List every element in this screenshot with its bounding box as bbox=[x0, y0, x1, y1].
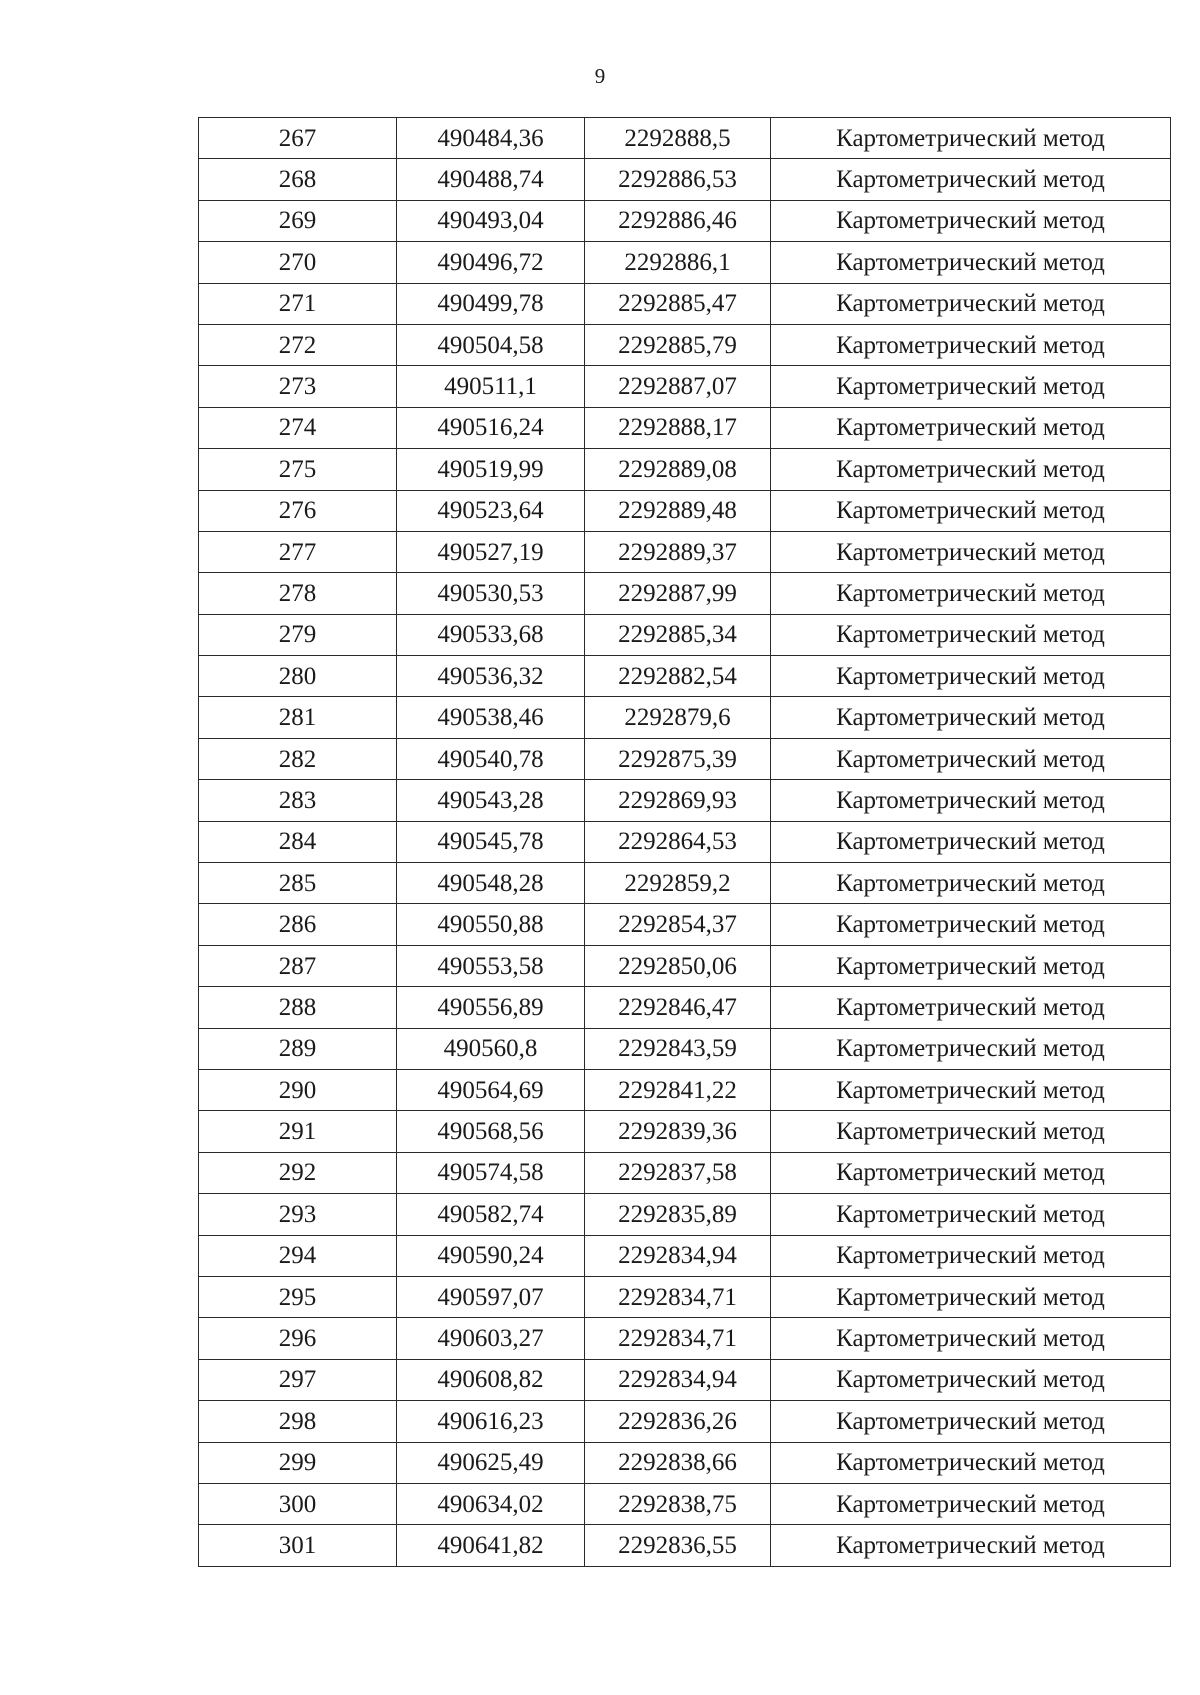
x-coordinate-cell: 490484,36 bbox=[397, 118, 585, 159]
x-coordinate-cell: 490511,1 bbox=[397, 366, 585, 407]
y-coordinate-cell: 2292887,99 bbox=[585, 573, 771, 614]
point-number-cell: 273 bbox=[199, 366, 397, 407]
method-cell: Картометрический метод bbox=[771, 1401, 1171, 1442]
y-coordinate-cell: 2292834,94 bbox=[585, 1359, 771, 1400]
y-coordinate-cell: 2292875,39 bbox=[585, 738, 771, 779]
point-number-cell: 301 bbox=[199, 1525, 397, 1566]
point-number-cell: 270 bbox=[199, 242, 397, 283]
y-coordinate-cell: 2292879,6 bbox=[585, 697, 771, 738]
method-cell: Картометрический метод bbox=[771, 904, 1171, 945]
method-cell: Картометрический метод bbox=[771, 987, 1171, 1028]
point-number-cell: 286 bbox=[199, 904, 397, 945]
method-cell: Картометрический метод bbox=[771, 407, 1171, 448]
x-coordinate-cell: 490625,49 bbox=[397, 1442, 585, 1483]
y-coordinate-cell: 2292887,07 bbox=[585, 366, 771, 407]
table-row bbox=[199, 283, 1171, 324]
point-number-cell: 283 bbox=[199, 780, 397, 821]
x-coordinate-cell: 490538,46 bbox=[397, 697, 585, 738]
x-coordinate-cell: 490548,28 bbox=[397, 863, 585, 904]
point-number-cell: 271 bbox=[199, 283, 397, 324]
table-row bbox=[199, 1152, 1171, 1193]
x-coordinate-cell: 490634,02 bbox=[397, 1483, 585, 1524]
table-row bbox=[199, 1442, 1171, 1483]
y-coordinate-cell: 2292886,1 bbox=[585, 242, 771, 283]
method-cell: Картометрический метод bbox=[771, 1194, 1171, 1235]
method-cell: Картометрический метод bbox=[771, 1276, 1171, 1317]
method-cell: Картометрический метод bbox=[771, 366, 1171, 407]
point-number-cell: 289 bbox=[199, 1028, 397, 1069]
table-row bbox=[199, 1028, 1171, 1069]
point-number-cell: 287 bbox=[199, 945, 397, 986]
method-cell: Картометрический метод bbox=[771, 1525, 1171, 1566]
y-coordinate-cell: 2292885,34 bbox=[585, 614, 771, 655]
table-row bbox=[199, 407, 1171, 448]
y-coordinate-cell: 2292864,53 bbox=[585, 821, 771, 862]
y-coordinate-cell: 2292889,08 bbox=[585, 449, 771, 490]
y-coordinate-cell: 2292888,5 bbox=[585, 118, 771, 159]
point-number-cell: 272 bbox=[199, 324, 397, 365]
y-coordinate-cell: 2292885,79 bbox=[585, 324, 771, 365]
table-row bbox=[199, 945, 1171, 986]
point-number-cell: 278 bbox=[199, 573, 397, 614]
y-coordinate-cell: 2292838,75 bbox=[585, 1483, 771, 1524]
table-row bbox=[199, 656, 1171, 697]
point-number-cell: 268 bbox=[199, 159, 397, 200]
x-coordinate-cell: 490553,58 bbox=[397, 945, 585, 986]
method-cell: Картометрический метод bbox=[771, 118, 1171, 159]
table-row bbox=[199, 1483, 1171, 1524]
method-cell: Картометрический метод bbox=[771, 449, 1171, 490]
y-coordinate-cell: 2292889,48 bbox=[585, 490, 771, 531]
x-coordinate-cell: 490597,07 bbox=[397, 1276, 585, 1317]
point-number-cell: 267 bbox=[199, 118, 397, 159]
table-row bbox=[199, 531, 1171, 572]
y-coordinate-cell: 2292886,53 bbox=[585, 159, 771, 200]
method-cell: Картометрический метод bbox=[771, 324, 1171, 365]
y-coordinate-cell: 2292834,71 bbox=[585, 1276, 771, 1317]
table-row bbox=[199, 1194, 1171, 1235]
table-row bbox=[199, 697, 1171, 738]
x-coordinate-cell: 490564,69 bbox=[397, 1069, 585, 1110]
table-row bbox=[199, 1069, 1171, 1110]
point-number-cell: 290 bbox=[199, 1069, 397, 1110]
x-coordinate-cell: 490560,8 bbox=[397, 1028, 585, 1069]
coordinates-table bbox=[198, 117, 1171, 1567]
x-coordinate-cell: 490504,58 bbox=[397, 324, 585, 365]
x-coordinate-cell: 490530,53 bbox=[397, 573, 585, 614]
y-coordinate-cell: 2292835,89 bbox=[585, 1194, 771, 1235]
table-row bbox=[199, 987, 1171, 1028]
x-coordinate-cell: 490641,82 bbox=[397, 1525, 585, 1566]
y-coordinate-cell: 2292859,2 bbox=[585, 863, 771, 904]
x-coordinate-cell: 490499,78 bbox=[397, 283, 585, 324]
table-row bbox=[199, 118, 1171, 159]
y-coordinate-cell: 2292850,06 bbox=[585, 945, 771, 986]
y-coordinate-cell: 2292885,47 bbox=[585, 283, 771, 324]
method-cell: Картометрический метод bbox=[771, 656, 1171, 697]
x-coordinate-cell: 490543,28 bbox=[397, 780, 585, 821]
table-row bbox=[199, 1235, 1171, 1276]
x-coordinate-cell: 490516,24 bbox=[397, 407, 585, 448]
method-cell: Картометрический метод bbox=[771, 1359, 1171, 1400]
y-coordinate-cell: 2292837,58 bbox=[585, 1152, 771, 1193]
y-coordinate-cell: 2292834,71 bbox=[585, 1318, 771, 1359]
table-row bbox=[199, 573, 1171, 614]
method-cell: Картометрический метод bbox=[771, 1318, 1171, 1359]
x-coordinate-cell: 490568,56 bbox=[397, 1111, 585, 1152]
method-cell: Картометрический метод bbox=[771, 1483, 1171, 1524]
x-coordinate-cell: 490590,24 bbox=[397, 1235, 585, 1276]
table-row bbox=[199, 366, 1171, 407]
y-coordinate-cell: 2292834,94 bbox=[585, 1235, 771, 1276]
table-row bbox=[199, 449, 1171, 490]
point-number-cell: 293 bbox=[199, 1194, 397, 1235]
point-number-cell: 296 bbox=[199, 1318, 397, 1359]
y-coordinate-cell: 2292869,93 bbox=[585, 780, 771, 821]
point-number-cell: 276 bbox=[199, 490, 397, 531]
coordinates-table-body bbox=[199, 118, 1171, 1567]
x-coordinate-cell: 490523,64 bbox=[397, 490, 585, 531]
y-coordinate-cell: 2292836,55 bbox=[585, 1525, 771, 1566]
point-number-cell: 295 bbox=[199, 1276, 397, 1317]
y-coordinate-cell: 2292882,54 bbox=[585, 656, 771, 697]
x-coordinate-cell: 490488,74 bbox=[397, 159, 585, 200]
method-cell: Картометрический метод bbox=[771, 945, 1171, 986]
method-cell: Картометрический метод bbox=[771, 821, 1171, 862]
method-cell: Картометрический метод bbox=[771, 863, 1171, 904]
point-number-cell: 291 bbox=[199, 1111, 397, 1152]
x-coordinate-cell: 490550,88 bbox=[397, 904, 585, 945]
table-row bbox=[199, 1111, 1171, 1152]
x-coordinate-cell: 490582,74 bbox=[397, 1194, 585, 1235]
x-coordinate-cell: 490545,78 bbox=[397, 821, 585, 862]
point-number-cell: 274 bbox=[199, 407, 397, 448]
method-cell: Картометрический метод bbox=[771, 531, 1171, 572]
x-coordinate-cell: 490527,19 bbox=[397, 531, 585, 572]
x-coordinate-cell: 490540,78 bbox=[397, 738, 585, 779]
table-row bbox=[199, 1525, 1171, 1566]
y-coordinate-cell: 2292889,37 bbox=[585, 531, 771, 572]
table-row bbox=[199, 1276, 1171, 1317]
table-row bbox=[199, 904, 1171, 945]
y-coordinate-cell: 2292888,17 bbox=[585, 407, 771, 448]
x-coordinate-cell: 490519,99 bbox=[397, 449, 585, 490]
method-cell: Картометрический метод bbox=[771, 159, 1171, 200]
method-cell: Картометрический метод bbox=[771, 490, 1171, 531]
y-coordinate-cell: 2292836,26 bbox=[585, 1401, 771, 1442]
point-number-cell: 282 bbox=[199, 738, 397, 779]
y-coordinate-cell: 2292843,59 bbox=[585, 1028, 771, 1069]
table-row bbox=[199, 738, 1171, 779]
x-coordinate-cell: 490496,72 bbox=[397, 242, 585, 283]
point-number-cell: 269 bbox=[199, 200, 397, 241]
table-row bbox=[199, 324, 1171, 365]
y-coordinate-cell: 2292886,46 bbox=[585, 200, 771, 241]
method-cell: Картометрический метод bbox=[771, 1152, 1171, 1193]
x-coordinate-cell: 490574,58 bbox=[397, 1152, 585, 1193]
y-coordinate-cell: 2292839,36 bbox=[585, 1111, 771, 1152]
table-row bbox=[199, 242, 1171, 283]
method-cell: Картометрический метод bbox=[771, 614, 1171, 655]
point-number-cell: 277 bbox=[199, 531, 397, 572]
method-cell: Картометрический метод bbox=[771, 780, 1171, 821]
method-cell: Картометрический метод bbox=[771, 283, 1171, 324]
point-number-cell: 281 bbox=[199, 697, 397, 738]
y-coordinate-cell: 2292841,22 bbox=[585, 1069, 771, 1110]
table-row bbox=[199, 821, 1171, 862]
x-coordinate-cell: 490603,27 bbox=[397, 1318, 585, 1359]
method-cell: Картометрический метод bbox=[771, 1111, 1171, 1152]
point-number-cell: 298 bbox=[199, 1401, 397, 1442]
point-number-cell: 275 bbox=[199, 449, 397, 490]
x-coordinate-cell: 490616,23 bbox=[397, 1401, 585, 1442]
point-number-cell: 300 bbox=[199, 1483, 397, 1524]
point-number-cell: 294 bbox=[199, 1235, 397, 1276]
x-coordinate-cell: 490556,89 bbox=[397, 987, 585, 1028]
point-number-cell: 285 bbox=[199, 863, 397, 904]
x-coordinate-cell: 490536,32 bbox=[397, 656, 585, 697]
y-coordinate-cell: 2292854,37 bbox=[585, 904, 771, 945]
table-row bbox=[199, 780, 1171, 821]
point-number-cell: 280 bbox=[199, 656, 397, 697]
point-number-cell: 297 bbox=[199, 1359, 397, 1400]
method-cell: Картометрический метод bbox=[771, 242, 1171, 283]
x-coordinate-cell: 490533,68 bbox=[397, 614, 585, 655]
page-number: 9 bbox=[594, 64, 606, 88]
method-cell: Картометрический метод bbox=[771, 1442, 1171, 1483]
table-row bbox=[199, 200, 1171, 241]
table-row bbox=[199, 159, 1171, 200]
method-cell: Картометрический метод bbox=[771, 1235, 1171, 1276]
point-number-cell: 292 bbox=[199, 1152, 397, 1193]
table-row bbox=[199, 1318, 1171, 1359]
method-cell: Картометрический метод bbox=[771, 738, 1171, 779]
table-row bbox=[199, 614, 1171, 655]
method-cell: Картометрический метод bbox=[771, 200, 1171, 241]
method-cell: Картометрический метод bbox=[771, 1069, 1171, 1110]
point-number-cell: 288 bbox=[199, 987, 397, 1028]
table-row bbox=[199, 863, 1171, 904]
method-cell: Картометрический метод bbox=[771, 573, 1171, 614]
table-row bbox=[199, 490, 1171, 531]
method-cell: Картометрический метод bbox=[771, 1028, 1171, 1069]
point-number-cell: 284 bbox=[199, 821, 397, 862]
x-coordinate-cell: 490493,04 bbox=[397, 200, 585, 241]
x-coordinate-cell: 490608,82 bbox=[397, 1359, 585, 1400]
method-cell: Картометрический метод bbox=[771, 697, 1171, 738]
y-coordinate-cell: 2292846,47 bbox=[585, 987, 771, 1028]
point-number-cell: 299 bbox=[199, 1442, 397, 1483]
table-row bbox=[199, 1401, 1171, 1442]
table-row bbox=[199, 1359, 1171, 1400]
point-number-cell: 279 bbox=[199, 614, 397, 655]
y-coordinate-cell: 2292838,66 bbox=[585, 1442, 771, 1483]
